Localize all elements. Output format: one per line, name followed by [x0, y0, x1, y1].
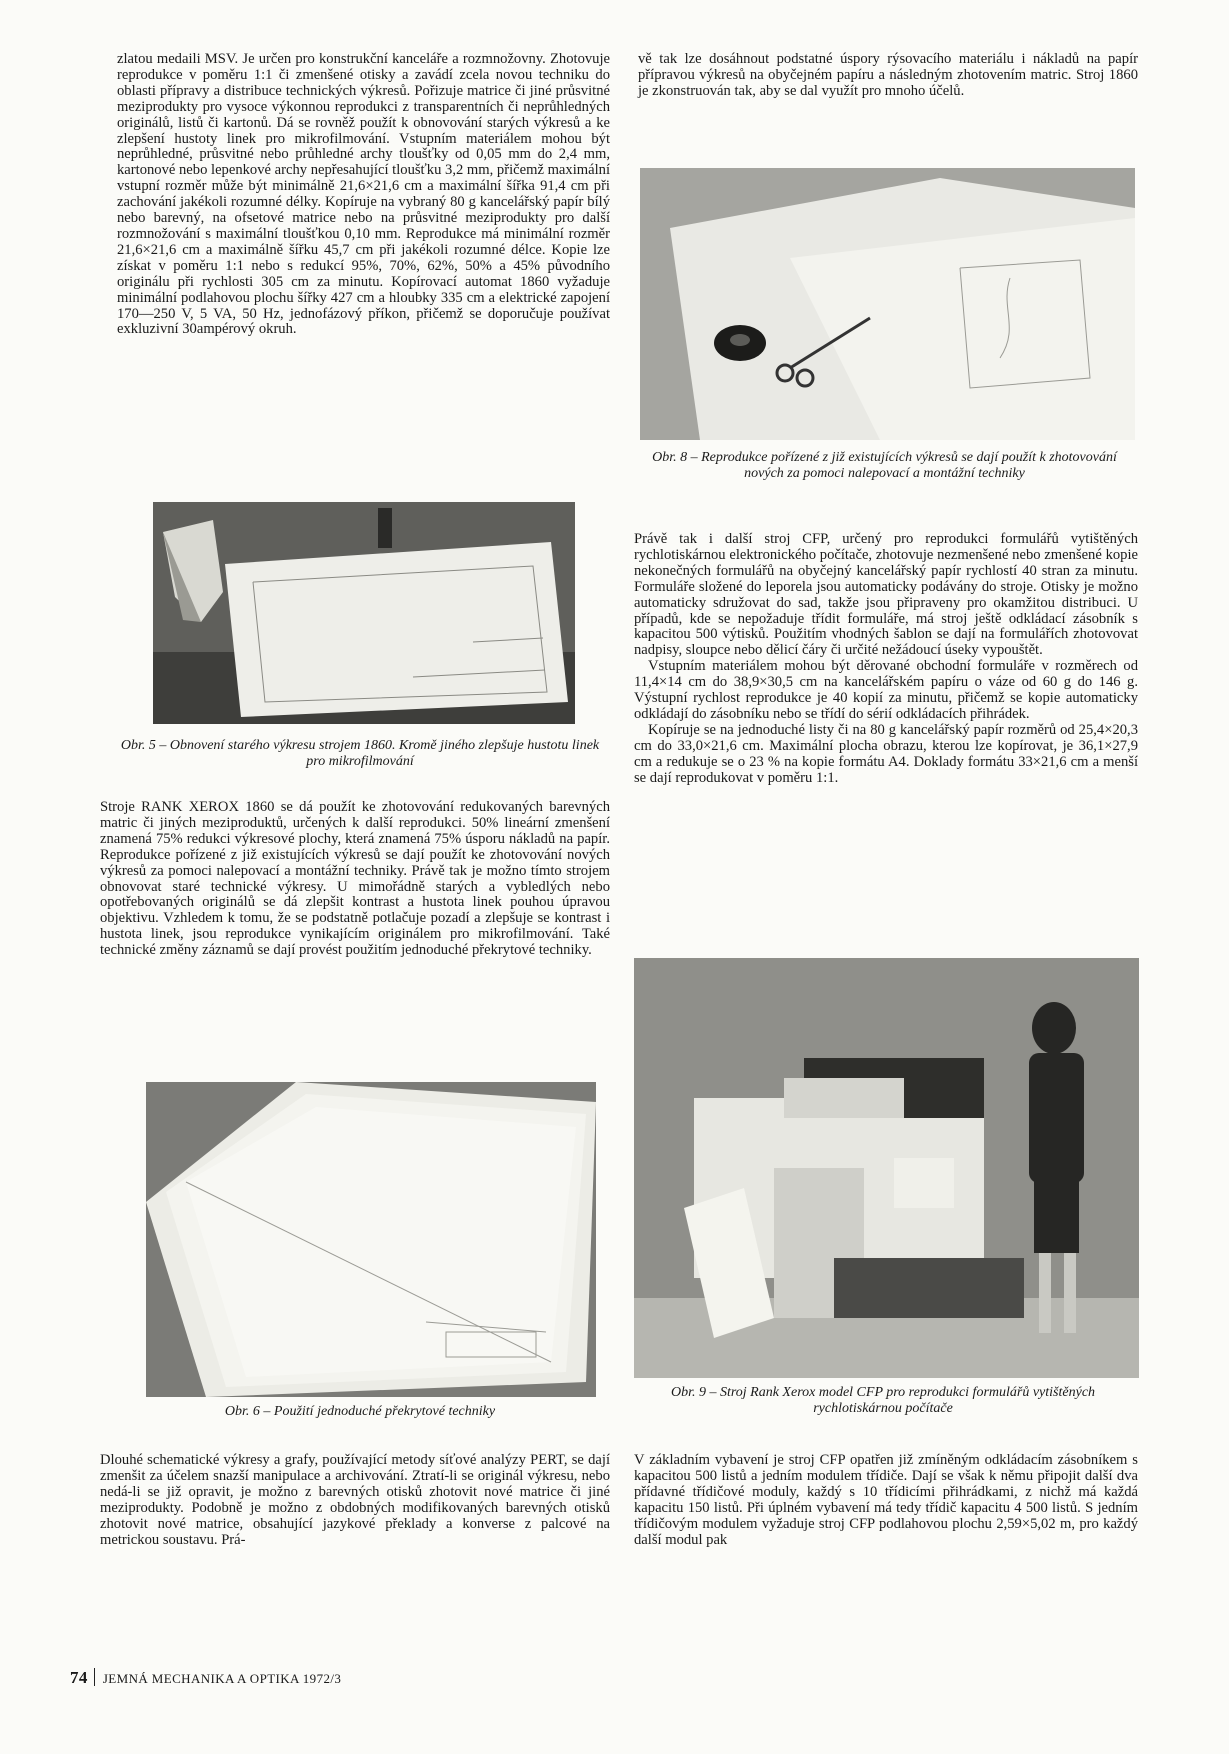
paragraph: Vstupním materiálem mohou být děrované obchodní formuláře v rozměrech od 11,4×14 cm do 38,9×30,5 cm na kancelářském papíru o váze od 60 g do 146 g. Výstupní rychlost reprodukce je 40 kopií za minutu, přičemž se kopie automaticky odkládají do zásobníku nebo se třídí do sérií odkládacích přihrádek. [634, 658, 1138, 722]
right-column-bottom-text [634, 1453, 1138, 1548]
paragraph: zlatou medaili MSV. Je určen pro konstrukční kanceláře a rozmnožovny. Zhotovuje reprodukce v poměru 1:1 či zmenšené otisky a zavádí zcela novou techniku do oblasti přípravy a distribuce technických výkresů. Pořizuje matrice či jiné průsvitné meziprodukty pro vysoce výkonnou reprodukci z transparentních či neprůhledných originálů, listů či kartonů. Dá se rovněž použít k obnovování starých výkresů a ke zlepšení hustoty linek pro mikrofilmování. Vstupním materiálem mohou být neprůhledné, průsvitné nebo průhledné archy tloušťky od 0,05 mm do 2,4 mm, kartonové nebo lepenkové archy nepřesahující tloušťku 3,2 mm, přičemž maximální vstupní rozměr může být minimálně 21,6×21,6 cm a maximální šířka 91,4 cm při zachování jakékoli rozumné délky. Kopíruje na vybraný 80 g kancelářský papír bílý nebo barevný, na ofsetové matrice nebo na průsvitné meziprodukty pro další rozmnožování s maximální tloušťkou 0,10 mm. Reprodukce má minimální rozměr 21,6×21,6 cm a maximálně šířku 45,7 cm při jakékoli rozumné délce. Kopie lze získat v poměru 1:1 nebo s redukcí 95%, 70%, 62%, 50% a 45% původního originálu při rychlosti 305 cm za minutu. Kopírovací automat 1860 vyžaduje minimální podlahovou plochu šířky 427 cm a hloubky 335 cm a elektrické zapojení 170—250 V, 5 VA, 50 Hz, jednofázový příkon, přičemž se doporučuje používat exkluzivní 30ampérový okruh. [117, 51, 610, 338]
figure-8-caption: Obr. 8 – Reprodukce pořízené z již existujících výkresů se dají použít k zhotovování nových za pomoci nalepovací a montážní techniky [652, 450, 1117, 481]
paragraph: Stroje RANK XEROX 1860 se dá použít ke zhotovování redukovaných barevných matric či jiných meziproduktů, určených k další reprodukci. 50% lineární zmenšení znamená 75% redukci výkresové plochy, která znamená 75% úsporu nákladů na papír. Reprodukce pořízené z již existujících výkresů se dají použít ke zhotovování nových výkresů za pomoci nalepovací a montážní techniky. Právě tak je možno tímto strojem obnovovat staré technické výkresy. U mimořádně starých a vybledlých nebo opotřebovaných originálů se dá zlepšit kontrast a hustota linek pouhou úpravou objektivu. Vzhledem k tomu, že se podstatně potlačuje pozadí a zlepšuje se kontrast i hustota linek, jsou reprodukce vynikajícím originálem pro mikrofilmování. Také technické změny záznamů se dají provést použitím jednoduché překrytové techniky. [100, 799, 610, 959]
figure-5-caption: Obr. 5 – Obnovení starého výkresu strojem 1860. Kromě jiného zlepšuje hustotu linek pro mikrofilmování [120, 738, 600, 769]
figure-6-photo [146, 1082, 596, 1397]
figure-9-photo [634, 958, 1139, 1378]
figure-5-photo [153, 502, 575, 724]
right-column-mid-text [634, 532, 1138, 787]
page-footer [70, 1668, 341, 1688]
right-column-top-text [638, 52, 1138, 100]
left-column-bottom-text [100, 1453, 610, 1548]
paragraph: Kopíruje se na jednoduché listy či na 80 g kancelářský papír rozměrů od 25,4×20,3 cm do 33,0×21,6 cm. Maximální plocha obrazu, kterou lze kopírovat, je 36,1×27,9 cm a redukuje se o 23 % na kopie formátu A4. Doklady formátu 33×21,6 cm a menší se dají reprodukovat v poměru 1:1. [634, 721, 1138, 786]
paragraph: Dlouhé schematické výkresy a grafy, používající metody síťové analýzy PERT, se dají zmenšit za účelem snazší manipulace a archivování. Ztratí-li se originál výkresu, nebo nedá-li se již opravit, je možno z barevných otisků zhotovit nové matrice či jiné meziprodukty. Podobně je možno z obdobných modifikovaných barevných otisků zhotovit nové matrice, obsahující jazykové překlady a konverse z palcové na metrickou soustavu. Prá- [100, 1452, 610, 1548]
journal-title: JEMNÁ MECHANIKA A OPTIKA 1972/3 [102, 1671, 342, 1686]
left-column-mid-text [100, 800, 610, 959]
figure-8-photo [640, 168, 1135, 440]
paragraph: Právě tak i další stroj CFP, určený pro reprodukci formulářů vytištěných rychlotiskárnou elektronického počítače, zhotovuje nezmenšené nebo zmenšené kopie nekonečných formulářů na obyčejný kancelářský papír rychlostí 40 stran za minutu. Formuláře složené do leporela jsou automaticky podávány do stroje. Otisky je možno automaticky sdružovat do sad, takže jsou připraveny pro okamžitou distribuci. U případů, kde se nepožaduje třídit formuláře, má stroj ještě odkládací zásobník s kapacitou 500 výtisků. Použitím vhodných šablon se dají na formulářích zhotovovat nadpisy, sloupce nebo dělicí čáry či určité nežádoucí úseky vypouštět. [634, 531, 1138, 659]
left-column-top-text [117, 52, 610, 338]
figure-9-caption: Obr. 9 – Stroj Rank Xerox model CFP pro reprodukci formulářů vytištěných rychlotiskárnou počítače [670, 1385, 1096, 1416]
footer-divider [94, 1668, 95, 1686]
paragraph: vě tak lze dosáhnout podstatné úspory rýsovacího materiálu i nákladů na papír přípravou výkresů na obyčejném papíru a následným zhotovením matric. Stroj 1860 je zkonstruován tak, aby se dal využít pro mnoho účelů. [638, 51, 1138, 99]
figure-6-caption: Obr. 6 – Použití jednoduché překrytové techniky [224, 1404, 496, 1419]
page-number: 74 [70, 1668, 88, 1687]
paragraph: V základním vybavení je stroj CFP opatřen již zmíněným odkládacím zásobníkem s kapacitou 500 listů a jedním modulem třídiče. Dají se však k němu připojit další dva přídavné třídičové moduly, každý s 10 třídicími přihrádkami, z nichž má každá kapacitu 150 listů. Při úplném vybavení má tedy třídič kapacitu 4 500 listů. S jedním třídičovým modulem vyžaduje stroj CFP podlahovou plochu 2,59×5,02 m, pro každý další modul pak [634, 1452, 1138, 1548]
